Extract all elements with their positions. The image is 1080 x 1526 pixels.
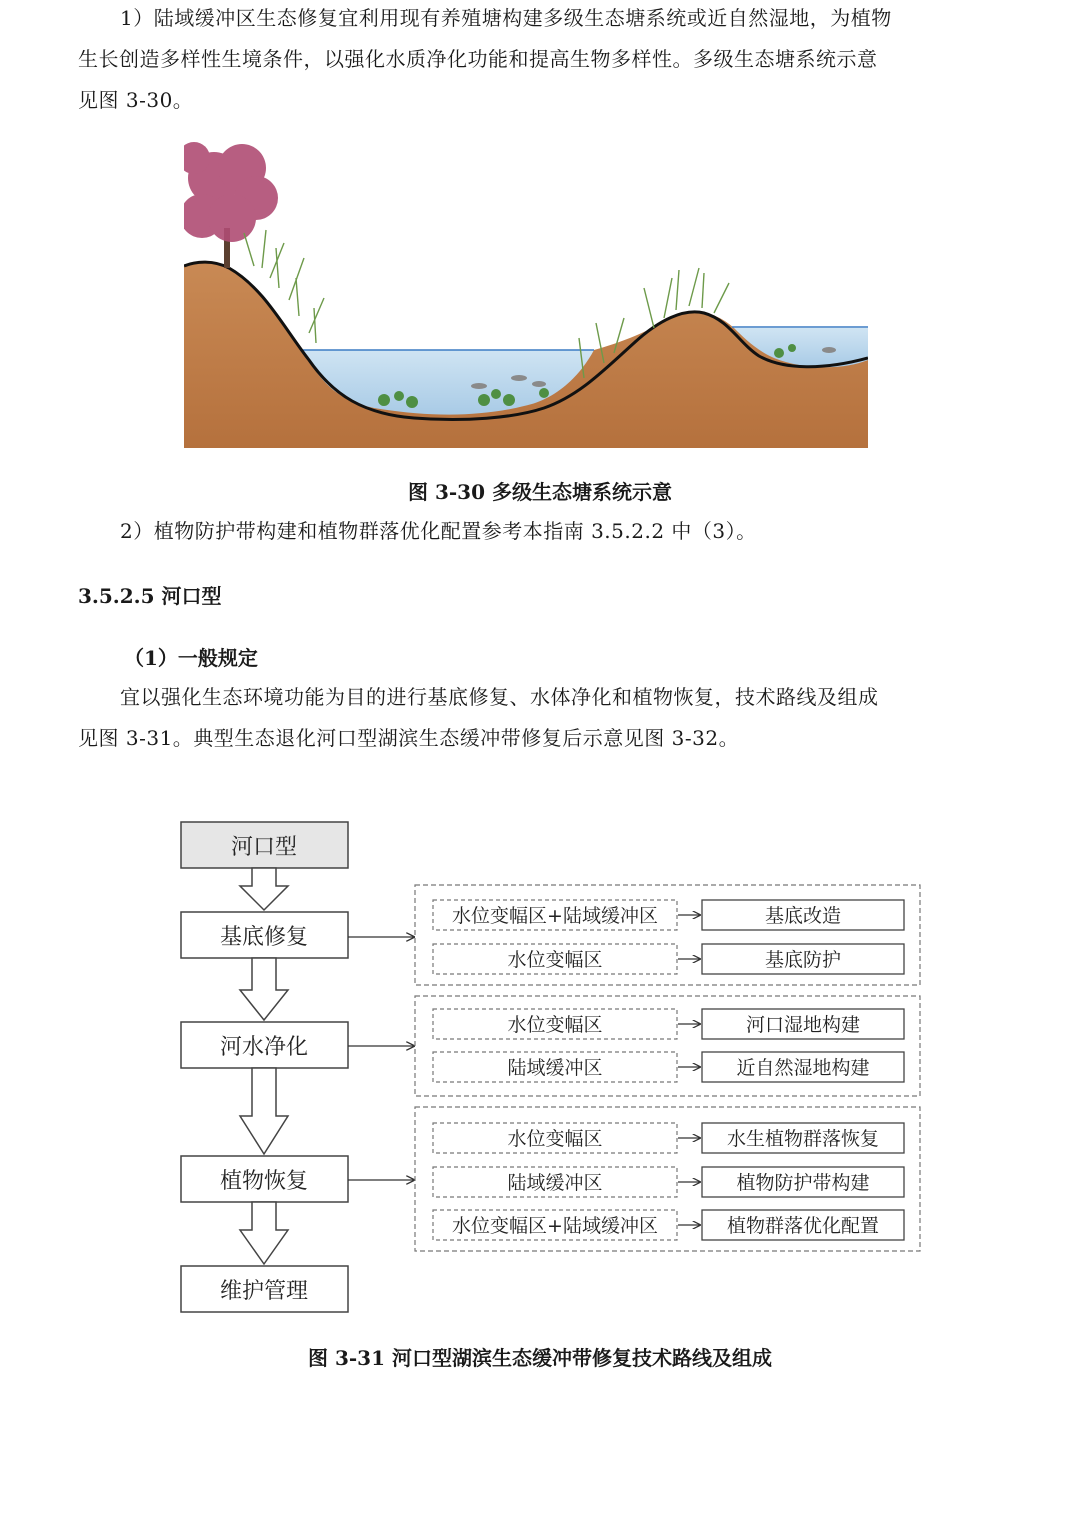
down-arrow-3 [240, 1068, 288, 1154]
step-vegetation: 植物恢复 [219, 1169, 309, 1194]
subheading: （1）一般规定 [124, 646, 258, 670]
measure-label: 河口湿地构建 [745, 1014, 861, 1036]
down-arrow-2 [240, 958, 288, 1020]
step-estuary: 河口型 [230, 835, 298, 860]
zone-label: 陆域缓冲区 [507, 1057, 603, 1079]
paragraph-3-line-1: 宜以强化生态环境功能为目的进行基底修复、水体净化和植物恢复，技术路线及组成 [120, 685, 879, 709]
paragraph-2: 2）植物防护带构建和植物群落优化配置参考本指南 3.5.2.2 中（3）。 [120, 519, 757, 543]
zone-label: 水位变幅区+陆域缓冲区 [452, 905, 658, 927]
zone-label: 水位变幅区+陆域缓冲区 [452, 1215, 658, 1237]
zone-measure-arrows [678, 915, 700, 1225]
paragraph-1-line-2: 生长创造多样性生境条件，以强化水质净化功能和提高生物多样性。多级生态塘系统示意 [78, 47, 878, 71]
down-arrow-4 [240, 1202, 288, 1264]
measure-label: 植物群落优化配置 [726, 1215, 880, 1237]
paragraph-1-line-3: 见图 3-30。 [78, 88, 194, 112]
figure-2-caption: 图 3-31 河口型湖滨生态缓冲带修复技术路线及组成 [308, 1346, 772, 1370]
eco-pond-illustration [184, 138, 868, 448]
paragraph-3-line-2: 见图 3-31。典型生态退化河口型湖滨生态缓冲带修复后示意见图 3-32。 [78, 726, 740, 750]
paragraph-1-line-1: 1）陆域缓冲区生态修复宜利用现有养殖塘构建多级生态塘系统或近自然湿地，为植物 [120, 6, 892, 30]
measure-label: 基底改造 [764, 905, 842, 927]
step-substrate: 基底修复 [219, 925, 309, 950]
measure-label: 基底防护 [764, 949, 842, 971]
sky-area [184, 138, 868, 350]
step-maintenance: 维护管理 [219, 1279, 309, 1304]
paragraph-1 [78, 0, 978, 121]
group-connectors [348, 937, 414, 1180]
zone-label: 水位变幅区 [507, 1014, 603, 1036]
measure-label: 植物防护带构建 [736, 1172, 870, 1194]
section-heading: 3.5.2.5 河口型 [78, 584, 222, 608]
step-purification: 河水净化 [219, 1035, 309, 1060]
zone-label: 水位变幅区 [507, 1128, 603, 1150]
measure-label: 近自然湿地构建 [736, 1057, 870, 1079]
zone-label: 陆域缓冲区 [507, 1172, 603, 1194]
flowchart [160, 810, 940, 1320]
down-arrow-1 [240, 868, 288, 910]
paragraph-3 [78, 677, 978, 759]
figure-1-caption: 图 3-30 多级生态塘系统示意 [408, 480, 672, 504]
measure-label: 水生植物群落恢复 [726, 1128, 880, 1150]
zone-label: 水位变幅区 [507, 949, 603, 971]
